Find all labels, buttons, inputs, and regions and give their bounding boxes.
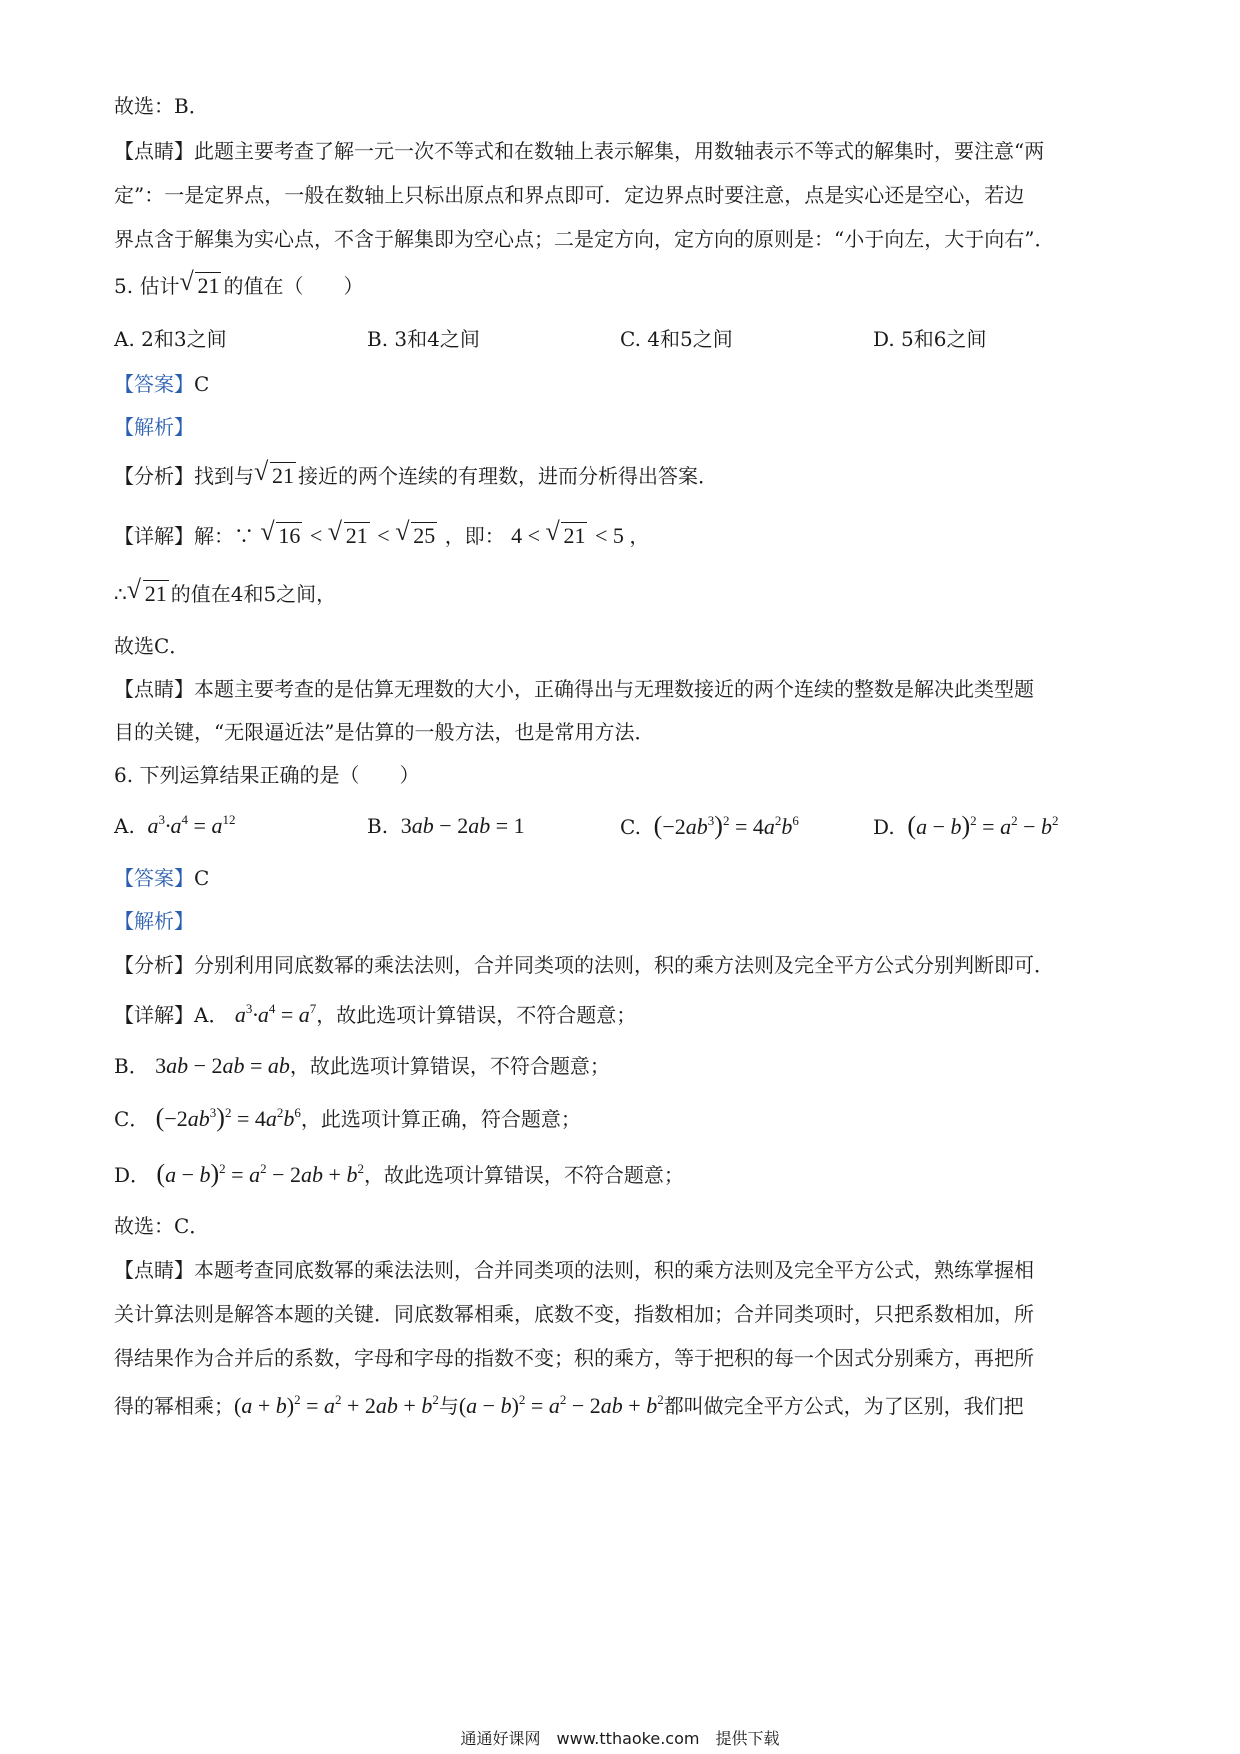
- conclusion-5: ∴√ 21 的值在4和5之间，: [114, 580, 1128, 608]
- question-6: 6. 下列运算结果正确的是（ ）: [114, 763, 420, 787]
- detail-6-c: C． $(-2ab^3)^2 = 4a^2b^6$，此选项计算正确，符合题意；: [114, 1103, 581, 1132]
- text-line: 故选C．: [114, 634, 190, 658]
- q5-option-c: C. 4和5之间: [620, 327, 733, 351]
- analysis-6: 【分析】分别利用同底数幂的乘法法则，合并同类项的法则，积的乘方法则及完全平方公式分别判断即可．: [114, 953, 1054, 977]
- text-line: 得的幂相乘；$(a + b)^2 = a^2 + 2ab + b^2$与$(a - b)^2 = a^2 - 2ab + b^2$都叫做完全平方公式，为了区别，我们把: [114, 1392, 1024, 1418]
- text-line: 定”：一是定界点，一般在数轴上只标出原点和界点即可．定边界点时要注意，点是实心还是空心，若边: [114, 183, 1025, 207]
- q6-option-b: B. 3ab − 2ab = 1: [367, 813, 525, 838]
- text-line: 【点睛】本题主要考查的是估算无理数的大小，正确得出与无理数接近的两个连续的整数是解决此类型题: [114, 677, 1034, 701]
- sqrt-25: √ 25: [397, 522, 437, 550]
- q6-option-a: A. $a^3\cdot a^4 = a^{12}$: [114, 812, 236, 838]
- q5-option-d: D. 5和6之间: [873, 327, 987, 351]
- text-line: 故选：C．: [114, 1214, 210, 1238]
- sqrt-21: √ 21: [256, 462, 296, 490]
- text-line: 关计算法则是解答本题的关键．同底数幂相乘，底数不变，指数相加；合并同类项时，只把系数相加，所: [114, 1302, 1034, 1326]
- text-line: 界点含于解集为实心点，不含于解集即为空心点；二是定方向，定方向的原则是：“小于向左，大于向右”．: [114, 227, 1055, 251]
- analysis-tag: 【解析】: [114, 909, 194, 933]
- page-footer: 通通好课网 www.tthaoke.com 提供下载: [460, 1729, 780, 1748]
- q5-suffix: 的值在（ ）: [223, 274, 364, 298]
- detail-6-a: 【详解】A． $a^3\cdot a^4 = a^7$，故此选项计算错误，不符合题意；: [114, 1001, 637, 1027]
- sqrt-21: √ 21: [181, 272, 221, 300]
- detail-5: 【详解】解：∵ √ 16 < √ 21 < √ 25 ，即： 4 < √ 21 < 5 ，: [114, 522, 1128, 550]
- text-line: 故选：B．: [114, 94, 209, 118]
- answer-tag: 【答案】: [114, 866, 194, 890]
- answer-6: 【答案】C: [114, 866, 210, 890]
- q5-option-b: B. 3和4之间: [367, 327, 480, 351]
- sqrt-21: √ 21: [129, 580, 169, 608]
- answer-tag: 【答案】: [114, 372, 194, 396]
- question-5: [114, 272, 1128, 300]
- analysis-tag: 【解析】: [114, 415, 194, 439]
- text-line: 目的关键，“无限逼近法”是估算的一般方法，也是常用方法．: [114, 720, 655, 744]
- sqrt-21: √ 21: [547, 522, 587, 550]
- text-line: 得结果作为合并后的系数，字母和字母的指数不变；积的乘方，等于把积的每一个因式分别乘方，再把所: [114, 1346, 1034, 1370]
- sqrt-16: √ 16: [262, 522, 302, 550]
- q5-option-a: A. 2和3之间: [114, 327, 227, 351]
- answer-5: 【答案】C: [114, 372, 210, 396]
- detail-6-b: B． 3ab − 2ab = ab，故此选项计算错误，不符合题意；: [114, 1053, 610, 1078]
- q6-option-d: D. $(a - b)^2 = a^2 - b^2$: [873, 811, 1059, 840]
- detail-6-d: D． $(a - b)^2 = a^2 - 2ab + b^2$，故此选项计算错误，不符合题意；: [114, 1159, 684, 1188]
- sqrt-21: √ 21: [330, 522, 370, 550]
- text-line: 【点睛】本题考查同底数幂的乘法法则，合并同类项的法则，积的乘方法则及完全平方公式，熟练掌握相: [114, 1258, 1034, 1282]
- text-line: 【点睛】此题主要考查了解一元一次不等式和在数轴上表示解集，用数轴表示不等式的解集时，要注意“两: [114, 139, 1045, 163]
- q5-prefix: 5. 估计: [114, 274, 180, 298]
- q6-option-c: C. $(-2ab^3)^2 = 4a^2b^6$: [620, 811, 799, 840]
- analysis-5: 【分析】找到与√ 21 接近的两个连续的有理数，进而分析得出答案．: [114, 462, 1128, 490]
